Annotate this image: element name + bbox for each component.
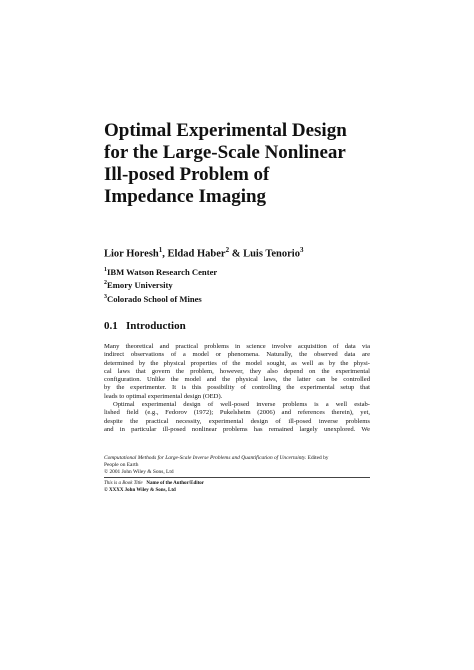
book-info-line (104, 481, 204, 488)
footnote-book-title: Computational Methods for Large-Scale Inverse Problems and Quantification of Uncertainty. (104, 455, 307, 461)
section-number: 0.1 (104, 320, 118, 332)
book-info (104, 481, 204, 494)
footnote-line: People on Earth (104, 462, 139, 468)
author-separator: & (229, 248, 244, 260)
affiliation (104, 292, 217, 305)
paper-title (104, 120, 370, 208)
body-line: Optimal experimental design of well-posed inverse problems is a well estab- (113, 401, 370, 409)
body-line: configuration. Unlike the model and the physical laws, the latter can be controlled (104, 376, 370, 384)
body-line: lished field (e.g., Fedorov (1972); Pukelsheim (2006) and references therein), yet, (104, 409, 370, 417)
affiliation-name: IBM Watson Research Center (107, 266, 218, 277)
affiliation (104, 278, 217, 291)
author-affil-mark: 3 (299, 246, 304, 254)
title-line: for the Large-Scale Nonlinear (104, 142, 346, 163)
author-list (104, 246, 303, 260)
author-name: Lior Horesh (104, 248, 159, 260)
book-author: Name of the Author/Editor (146, 481, 205, 486)
title-line: Impedance Imaging (104, 186, 267, 207)
body-line: and in particular ill-posed nonlinear problems has remained largely unexplored. We (104, 425, 370, 433)
body-line: leads to optimal experimental design (OED). (104, 392, 223, 400)
affiliation-mark: 3 (104, 293, 107, 300)
affiliation-name: Colorado School of Mines (107, 293, 202, 304)
author-affil-mark: 2 (225, 246, 230, 254)
author-name: Eldad Haber (167, 248, 226, 260)
paper-page (104, 0, 370, 670)
footer-divider (104, 477, 370, 478)
title-line: Ill-posed Problem of (104, 164, 270, 185)
section-title: Introduction (126, 320, 186, 332)
footnote-line (104, 455, 370, 462)
footnote (104, 455, 370, 476)
title-line: Optimal Experimental Design (104, 120, 347, 141)
body-line: indirect observations of a model or phenomena. Naturally, the observed data are (104, 351, 370, 359)
affiliation-mark: 1 (104, 267, 107, 273)
body-line: cal laws that govern the problem, however, they also depend on the experimental (104, 367, 370, 375)
body-line: by the experimenter. It is this possibility of controlling the experimental setup that (104, 384, 370, 392)
body-line: despite the practical necessity, experimental design of ill-posed inverse problems (104, 417, 370, 425)
footnote-copyright: © 2001 John Wiley & Sons, Ltd (104, 469, 174, 475)
book-title: This is a Book Title (104, 481, 143, 486)
affiliation (104, 265, 217, 278)
book-copyright: © XXXX John Wiley & Sons, Ltd (104, 487, 176, 493)
author-separator: , (162, 248, 168, 260)
author-affil-mark: 1 (158, 246, 163, 254)
author-name: Luis Tenorio (243, 248, 300, 260)
section-heading (104, 320, 186, 332)
affiliation-name: Emory University (107, 280, 173, 291)
body-line: determined by the physical properties of the model sought, as well as by the physi- (104, 359, 370, 367)
body-text (104, 343, 370, 434)
affiliation-list (104, 265, 217, 305)
body-line: Many theoretical and practical problems in science involve acquisition of data via (104, 343, 370, 350)
footnote-edited-by: Edited by (306, 455, 329, 461)
affiliation-mark: 2 (104, 280, 107, 287)
